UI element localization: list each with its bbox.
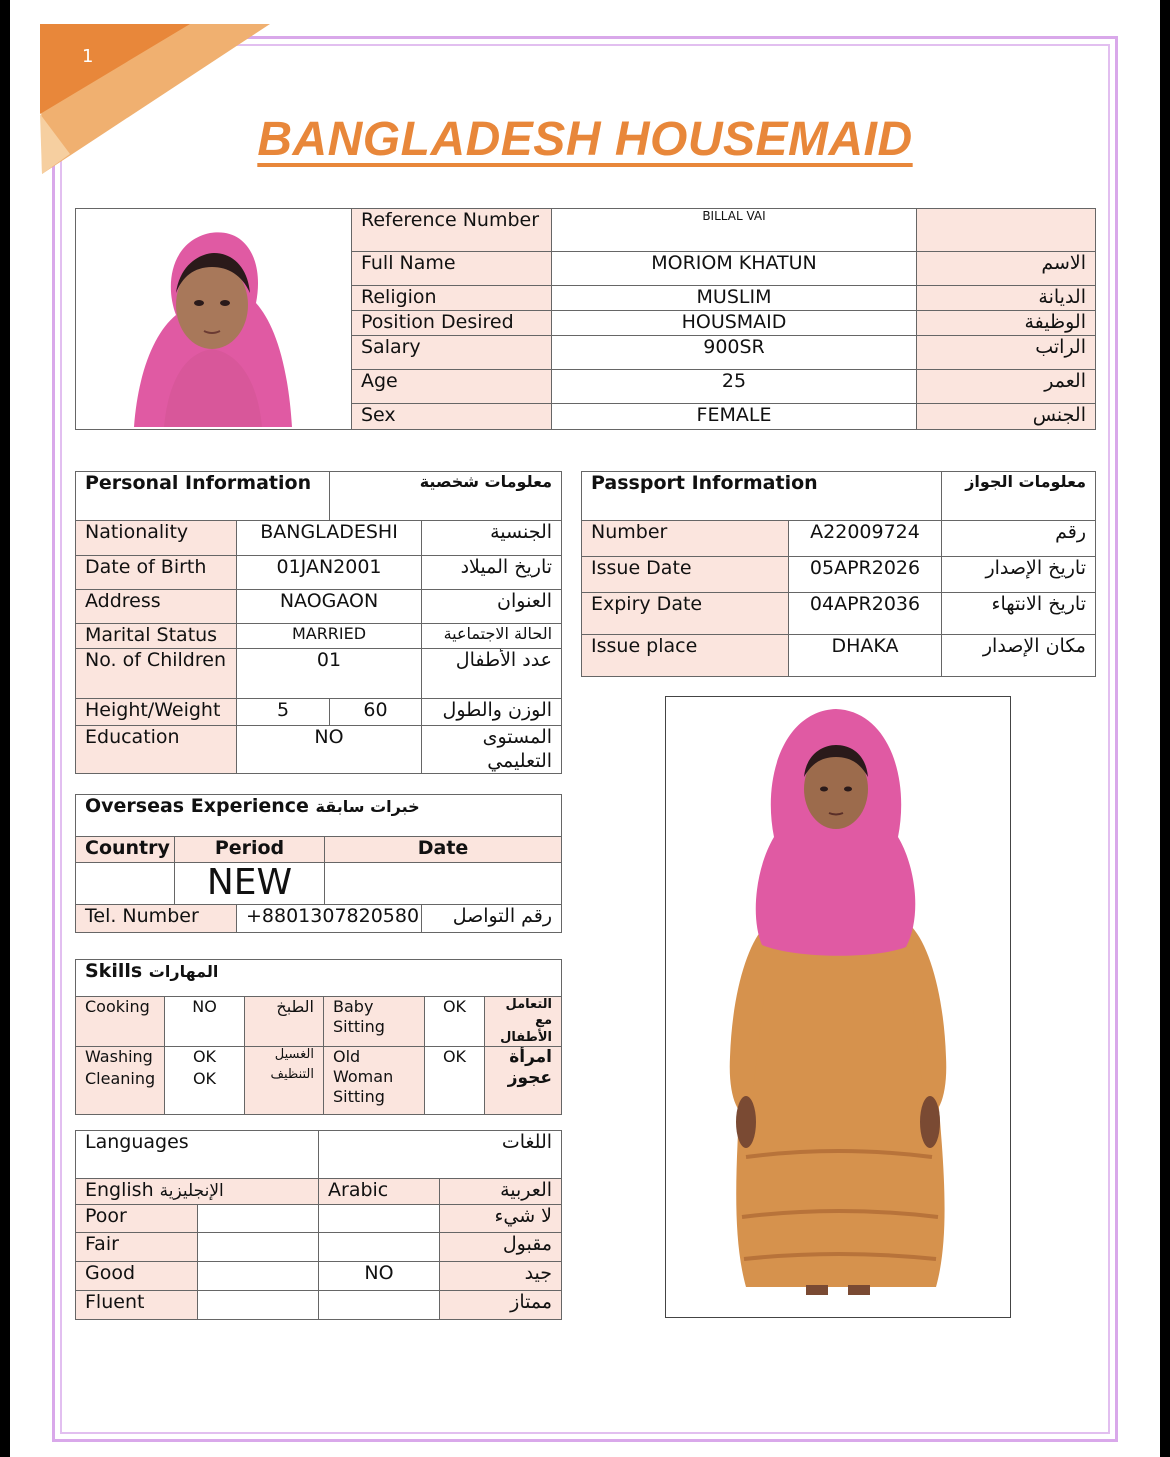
label-salary: Salary xyxy=(352,336,552,370)
languages-table xyxy=(75,1130,562,1320)
label-issue-place: Issue place xyxy=(582,635,789,677)
value-date-of-birth: 01JAN2001 xyxy=(237,556,422,590)
label-age: Age xyxy=(352,370,552,404)
label-position-desired: Position Desired xyxy=(352,311,552,336)
languages-title: Languages xyxy=(76,1131,319,1179)
arabic-education: المستوى التعليمي xyxy=(422,725,562,774)
label-reference-number: Reference Number xyxy=(352,209,552,252)
headshot-photo-cell xyxy=(76,209,352,430)
value-age: 25 xyxy=(552,370,917,404)
level-fluent-ar: ممتاز xyxy=(440,1291,562,1320)
overseas-title: Overseas Experience xyxy=(85,795,309,817)
arabic-passport-number: رقم xyxy=(942,521,1096,557)
label-old-woman-sitting: Old Woman Sitting xyxy=(324,1046,425,1114)
label-no-of-children: No. of Children xyxy=(76,648,237,698)
arabic-washing: الغسيل xyxy=(274,1046,314,1062)
overseas-period-value: NEW xyxy=(175,863,325,905)
value-cleaning: OK xyxy=(192,1068,217,1088)
value-full-name: MORIOM KHATUN xyxy=(552,252,917,286)
label-cooking: Cooking xyxy=(76,997,165,1047)
value-sex: FEMALE xyxy=(552,404,917,430)
arabic-reference-number xyxy=(917,209,1096,252)
value-baby-sitting: OK xyxy=(425,997,485,1047)
value-issue-date: 05APR2026 xyxy=(789,557,942,593)
label-sex: Sex xyxy=(352,404,552,430)
label-tel-number: Tel. Number xyxy=(76,905,237,933)
headshot-photo xyxy=(124,223,300,427)
washing-cleaning-arabic xyxy=(245,1046,324,1114)
value-address: NAOGAON xyxy=(237,590,422,624)
passport-info-title-ar: معلومات الجواز xyxy=(942,472,1096,521)
full-length-photo-frame xyxy=(665,696,1011,1318)
arabic-old-woman-sitting: امرأة عجوز xyxy=(485,1046,562,1114)
label-issue-date: Issue Date xyxy=(582,557,789,593)
level-fluent: Fluent xyxy=(76,1291,198,1320)
value-issue-place: DHAKA xyxy=(789,635,942,677)
arabic-issue-date: تاريخ الإصدار xyxy=(942,557,1096,593)
arabic-baby-sitting: التعامل مع الأطفال xyxy=(485,997,562,1047)
value-reference-number: BILLAL VAI xyxy=(552,209,917,252)
label-expiry-date: Expiry Date xyxy=(582,593,789,635)
arabic-height-weight: الوزن والطول xyxy=(422,698,562,725)
arabic-position-desired: الوظيفة xyxy=(917,311,1096,336)
right-border xyxy=(1160,0,1170,1457)
english-good xyxy=(198,1262,319,1291)
page-number: 1 xyxy=(82,46,94,67)
label-passport-number: Number xyxy=(582,521,789,557)
label-arabic: Arabic xyxy=(319,1179,440,1205)
english-poor xyxy=(198,1205,319,1233)
overseas-title-cell xyxy=(76,795,562,837)
col-country: Country xyxy=(76,837,175,863)
label-height-weight: Height/Weight xyxy=(76,698,237,725)
english-fair xyxy=(198,1233,319,1262)
personal-info-title: Personal Information xyxy=(76,472,330,521)
value-position-desired: HOUSMAID xyxy=(552,311,917,336)
overseas-experience-table xyxy=(75,794,562,933)
label-address: Address xyxy=(76,590,237,624)
label-washing: Washing xyxy=(85,1046,153,1066)
value-weight: 60 xyxy=(330,698,422,725)
level-fair-ar: مقبول xyxy=(440,1233,562,1262)
level-poor-ar: لا شيء xyxy=(440,1205,562,1233)
arabic-nationality: الجنسية xyxy=(422,521,562,556)
label-baby-sitting: Baby Sitting xyxy=(324,997,425,1047)
arabic-cleaning: التنظيف xyxy=(270,1067,314,1082)
label-full-name: Full Name xyxy=(352,252,552,286)
arabic-no-of-children: عدد الأطفال xyxy=(422,648,562,698)
value-height: 5 xyxy=(237,698,330,725)
level-good-ar: جيد xyxy=(440,1262,562,1291)
left-border xyxy=(0,0,10,1457)
overseas-date-value xyxy=(325,863,562,905)
washing-cleaning-values xyxy=(165,1046,245,1114)
value-tel-number: +8801307820580 xyxy=(237,905,422,933)
page-title: BANGLADESH HOUSEMAID xyxy=(257,113,913,166)
languages-title-ar: اللغات xyxy=(319,1131,562,1179)
arabic-fluent xyxy=(319,1291,440,1320)
arabic-expiry-date: تاريخ الانتهاء xyxy=(942,593,1096,635)
arabic-date-of-birth: تاريخ الميلاد xyxy=(422,556,562,590)
main-info-table xyxy=(75,208,1096,430)
arabic-good: NO xyxy=(319,1262,440,1291)
full-length-photo xyxy=(666,697,1010,1317)
arabic-fair xyxy=(319,1233,440,1262)
label-date-of-birth: Date of Birth xyxy=(76,556,237,590)
arabic-issue-place: مكان الإصدار xyxy=(942,635,1096,677)
value-old-woman-sitting: OK xyxy=(425,1046,485,1114)
english-header xyxy=(76,1179,319,1205)
arabic-cooking: الطبخ xyxy=(245,997,324,1047)
arabic-sex: الجنس xyxy=(917,404,1096,430)
level-poor: Poor xyxy=(76,1205,198,1233)
value-salary: 900SR xyxy=(552,336,917,370)
value-no-of-children: 01 xyxy=(237,648,422,698)
value-passport-number: A22009724 xyxy=(789,521,942,557)
arabic-age: العمر xyxy=(917,370,1096,404)
skills-title: Skills xyxy=(85,960,143,982)
personal-info-table xyxy=(75,471,562,774)
value-education: NO xyxy=(237,725,422,774)
skills-table xyxy=(75,959,562,1115)
label-education: Education xyxy=(76,725,237,774)
label-english-ar: الإنجليزية xyxy=(159,1181,224,1201)
overseas-title-ar: خبرات سابقة xyxy=(315,797,420,816)
value-marital-status: MARRIED xyxy=(237,624,422,649)
value-cooking: NO xyxy=(165,997,245,1047)
english-fluent xyxy=(198,1291,319,1320)
col-period: Period xyxy=(175,837,325,863)
value-nationality: BANGLADESHI xyxy=(237,521,422,556)
arabic-religion: الديانة xyxy=(917,286,1096,311)
arabic-tel-number: رقم التواصل xyxy=(422,905,562,933)
arabic-address: العنوان xyxy=(422,590,562,624)
arabic-full-name: الاسم xyxy=(917,252,1096,286)
personal-info-title-ar: معلومات شخصية xyxy=(330,472,562,521)
passport-info-table xyxy=(581,471,1096,677)
skills-title-cell xyxy=(76,960,562,997)
arabic-marital-status: الحالة الاجتماعية xyxy=(422,624,562,649)
arabic-poor xyxy=(319,1205,440,1233)
label-marital-status: Marital Status xyxy=(76,624,237,649)
washing-cleaning-labels xyxy=(76,1046,165,1114)
level-fair: Fair xyxy=(76,1233,198,1262)
value-expiry-date: 04APR2036 xyxy=(789,593,942,635)
label-religion: Religion xyxy=(352,286,552,311)
label-arabic-ar: العربية xyxy=(440,1179,562,1205)
overseas-country-value xyxy=(76,863,175,905)
label-nationality: Nationality xyxy=(76,521,237,556)
passport-info-title: Passport Information xyxy=(582,472,942,521)
level-good: Good xyxy=(76,1262,198,1291)
skills-title-ar: المهارات xyxy=(148,962,219,981)
col-date: Date xyxy=(325,837,562,863)
label-english: English xyxy=(85,1179,154,1201)
label-cleaning: Cleaning xyxy=(85,1068,156,1088)
value-washing: OK xyxy=(192,1046,217,1066)
arabic-salary: الراتب xyxy=(917,336,1096,370)
value-religion: MUSLIM xyxy=(552,286,917,311)
